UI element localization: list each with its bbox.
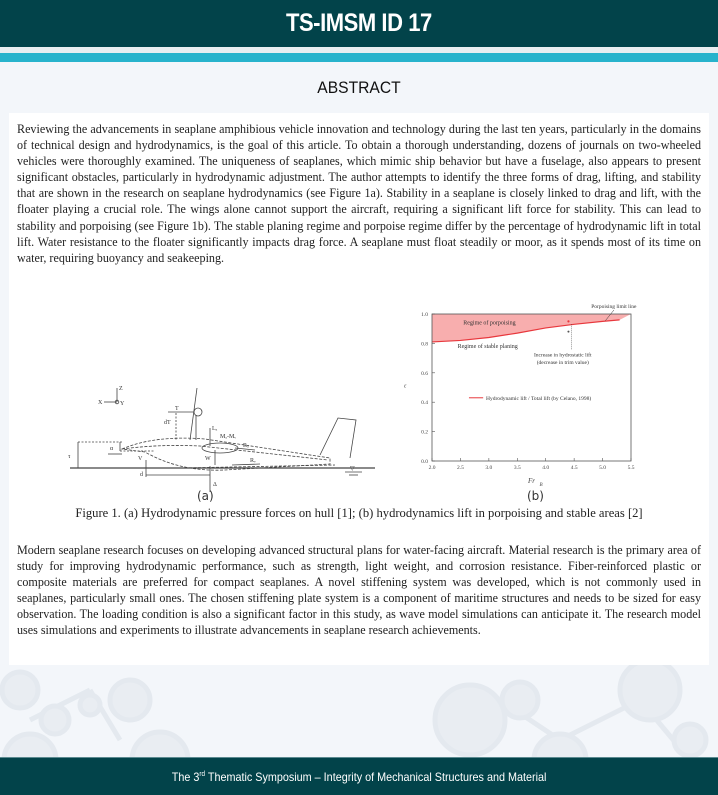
header-accent-stripe	[0, 53, 718, 62]
figure-b-label: (b)	[527, 489, 544, 503]
page-title: TS-IMSM ID 17	[286, 9, 432, 37]
footer-text-pre: The 3	[171, 769, 200, 784]
figure-caption: Figure 1. (a) Hydrodynamic pressure forces on hull [1]; (b) hydrodynamics lift in porpoising and stable areas [2]	[75, 506, 643, 520]
x-axis-label-subscript: B	[539, 483, 543, 488]
x-tick-label: 4.5	[570, 465, 578, 471]
speed-label: V	[138, 456, 143, 462]
thrust-label: T	[175, 406, 179, 412]
section-title: ABSTRACT	[317, 78, 401, 97]
y-tick-label: 0.4	[421, 400, 428, 407]
z-axis-label: Z	[119, 386, 123, 392]
x-axis-label: Fr	[528, 477, 535, 485]
air-drag-label: Rₐ	[243, 443, 249, 449]
y-tick-label: 1.0	[421, 312, 428, 318]
point-lower	[567, 331, 569, 333]
x-tick-label: 5.0	[599, 465, 607, 471]
footer-bar	[0, 757, 718, 795]
x-tick-label: 3.5	[513, 465, 521, 471]
abstract-paragraph-1: Reviewing the advancements in seaplane amphibious vehicle innovation and technology during the last ten years, particularly in the domains of technical design and hydrodynamics, is the goal of this article. To obtain a thorough understanding, dozens of journals on two-wheeled vehicles were thoroughly examined. The uniqueness of seaplanes, which mimic ship behavior but have a fuselage, also appears to present significant obstacles, particularly in hydrodynamic adjustment. The author attempts to identify the three forms of drag, lifting, and stability that are shown in the research on seaplane hydrodynamics (see Figure 1a). Stability in a seaplane is closely linked to drag and lift, with the floater playing a crucial role. The wings alone cannot support the aircraft, requiring a significant lift force for stability. This can lead to stability and porpoising (see Figure 1b). The stable planing regime and porpoise regime differ by the percentage of hydrodynamic lift in total lift. Water resistance to the floater significantly impacts drag force. A seaplane must float steadily or moor, as it spends most of its time on water, requiring buoyancy and seakeeping.	[17, 122, 701, 265]
annotation-increase-1: Increase in hydrostatic lift	[533, 352, 592, 359]
x-tick-label: 5.5	[627, 465, 635, 471]
y-tick-label: 0.6	[421, 370, 428, 377]
depth-label: d	[140, 472, 143, 478]
y-tick-label: 0.2	[421, 429, 428, 436]
waterline-symbol: ▽	[350, 466, 355, 472]
y-tick-label: 0.0	[421, 459, 428, 465]
water-drag-label: Rᵥ	[250, 458, 256, 464]
float-pod	[202, 443, 238, 453]
thrust-arm-label: dT	[164, 420, 171, 426]
footer-text	[172, 770, 547, 784]
tail-fin	[320, 418, 356, 458]
annotation-increase-2: (decrease in trim value)	[536, 359, 589, 366]
x-tick-label: 2.0	[428, 465, 436, 471]
figure-a-hull-diagram	[60, 380, 380, 500]
moment-label: Mₐ-Mᵥ	[220, 434, 237, 440]
header-bar	[0, 0, 718, 47]
y-axis-label: Y	[120, 401, 125, 407]
buoyancy-label: Δ	[213, 482, 217, 488]
footer-text-post: Thematic Symposium – Integrity of Mechanical Structures and Material	[204, 769, 547, 784]
region-label-stable: Regime of stable planing	[457, 343, 518, 350]
abstract-paragraph-2: Modern seaplane research focuses on developing advanced structural plans for water-facing aircraft. Material research is the primary area of study for improving hydrodynamic performance, such as strength, light weight, and corrosion resistance. Fiber-reinforced plastic or composite materials are preferred for compact seaplanes. A novel stiffening system was developed, which is not commonly used in seaplanes, particularly small ones. The chosen stiffening plate system is a component of maritime structures and needs to be sized for easy observation. The loading condition is also a significant factor in this study, as wave model simulations can anticipate it. The research model uses simulations and experiments to illustrate advancements in seaplane research achievements.	[17, 543, 701, 638]
figure-a-label: (a)	[197, 489, 214, 503]
region-label-porpoising: Regime of porpoising	[463, 320, 516, 327]
trim-label: α	[110, 446, 114, 452]
y-tick-label: 0.8	[421, 341, 428, 348]
x-tick-label: 4.0	[542, 465, 550, 471]
annotation-porpoising-limit: Porpoising limit line	[591, 304, 637, 310]
legend-label: Hydrodynamic lift / Total lift (by Celano, 1998)	[486, 395, 592, 402]
point-upper	[567, 320, 569, 322]
x-tick-label: 3.0	[485, 465, 493, 471]
porpoising-region	[432, 314, 631, 342]
footer-text-sup: rd	[199, 770, 205, 778]
y-axis-label: ε	[404, 383, 407, 390]
draft-label: τ	[68, 454, 71, 460]
weight-label: W	[205, 456, 211, 462]
lift-label: Lₐ	[212, 426, 218, 432]
x-tick-label: 2.5	[456, 465, 464, 471]
x-axis-label: X	[98, 400, 103, 406]
figure-b-lift-chart	[400, 300, 645, 505]
